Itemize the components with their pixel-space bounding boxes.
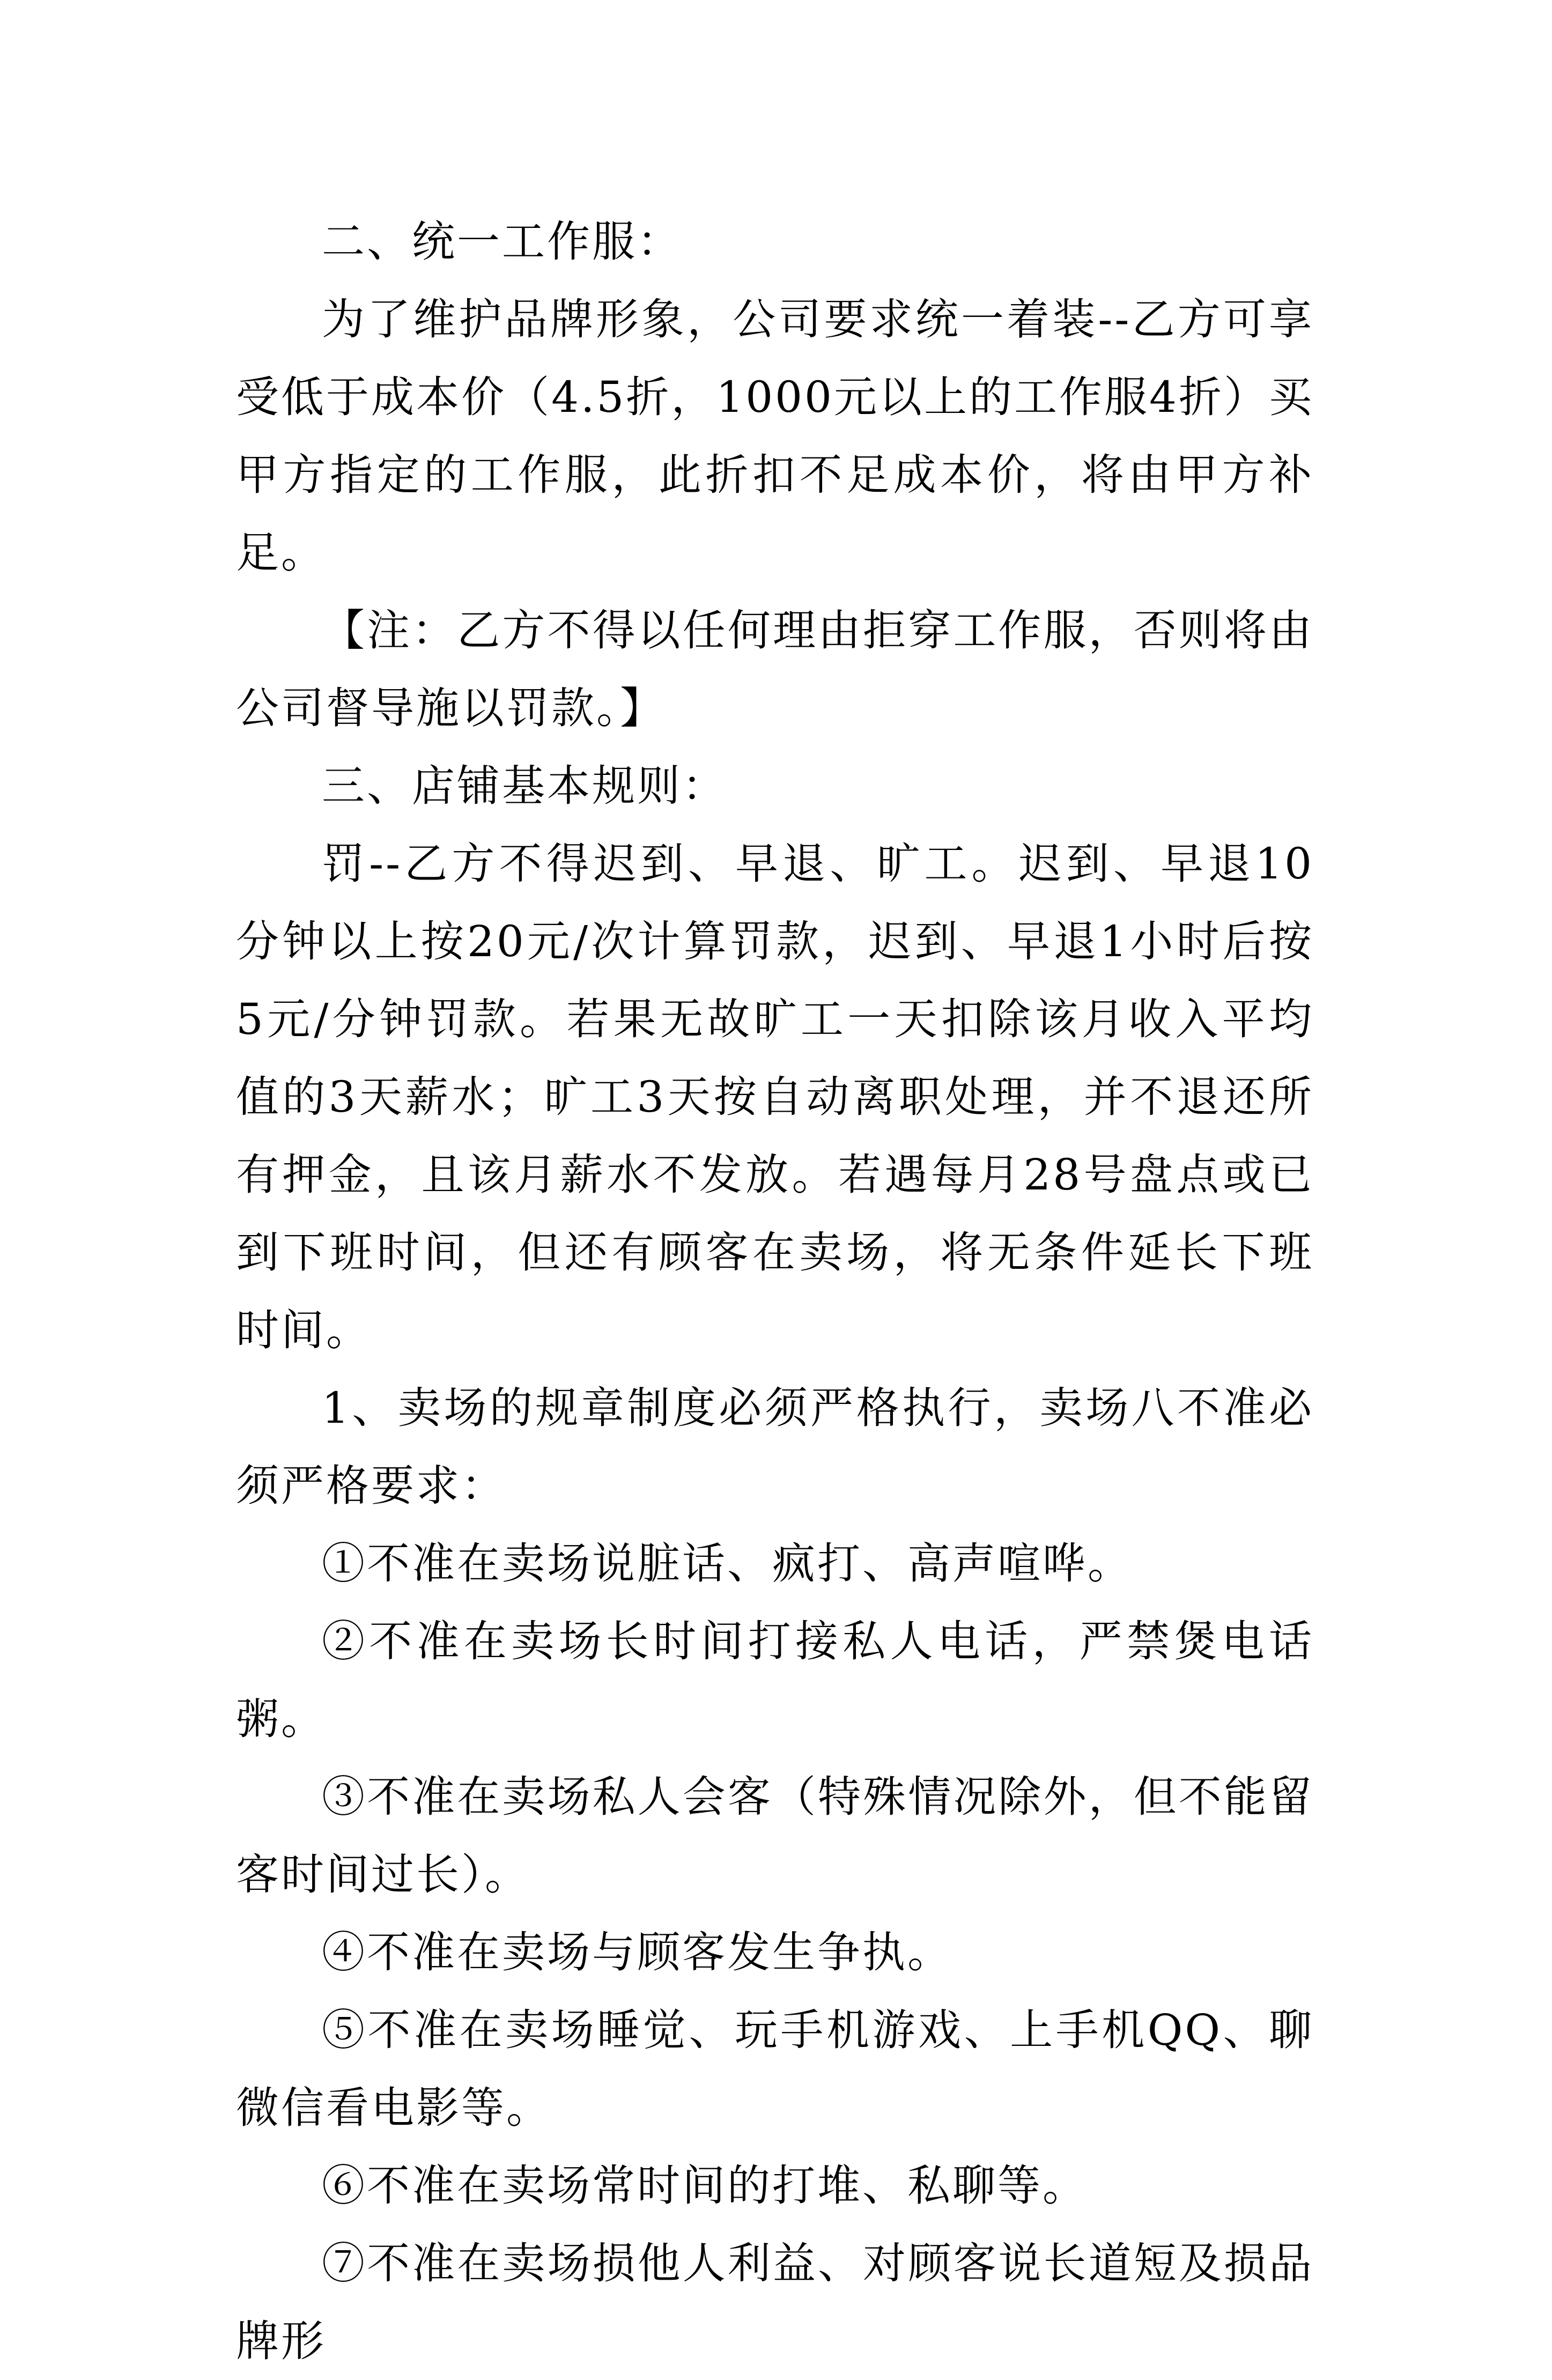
list-item-prohibition-4: ④不准在卖场与顾客发生争执。 [322, 1927, 952, 1977]
section-heading-uniform: 二、统一工作服： [322, 217, 682, 267]
list-item-prohibition-7: ⑦不准在卖场损他人利益、对顾客说长道短及损品牌形 [236, 2238, 1314, 2366]
list-item-prohibition-2: ②不准在卖场长时间打接私人电话，严禁煲电话粥。 [236, 1616, 1314, 1744]
section-heading-store-rules: 三、店铺基本规则： [322, 761, 727, 811]
list-item-prohibition-1: ①不准在卖场说脏话、疯打、高声喧哗。 [322, 1539, 1133, 1588]
list-item-prohibition-6: ⑥不准在卖场常时间的打堆、私聊等。 [322, 2161, 1088, 2211]
paragraph-rule-1: 1、卖场的规章制度必须严格执行，卖场八不准必须严格要求： [236, 1383, 1314, 1511]
paragraph-uniform-policy: 为了维护品牌形象，公司要求统一着装--乙方可享受低于成本价（4.5折，1000元以上的工作服4折）买甲方指定的工作服，此折扣不足成本价，将由甲方补足。 [236, 294, 1314, 578]
paragraph-uniform-note: 【注：乙方不得以任何理由拒穿工作服，否则将由公司督导施以罚款。】 [236, 605, 1314, 733]
list-item-prohibition-5: ⑤不准在卖场睡觉、玩手机游戏、上手机QQ、聊微信看电影等。 [236, 2005, 1314, 2133]
list-item-prohibition-3: ③不准在卖场私人会客（特殊情况除外，但不能留客时间过长）。 [236, 1772, 1314, 1899]
paragraph-attendance-penalty: 罚--乙方不得迟到、早退、旷工。迟到、早退10分钟以上按20元/次计算罚款，迟到、早退1小时后按5元/分钟罚款。若果无故旷工一天扣除该月收入平均值的3天薪水；旷工3天按自动离职处理，并不退还所有押金，且该月薪水不发放。若遇每月28号盘点或已到下班时间，但还有顾客在卖场，将无条件延长下班时间。 [236, 839, 1314, 1355]
document-body [236, 203, 1314, 2380]
